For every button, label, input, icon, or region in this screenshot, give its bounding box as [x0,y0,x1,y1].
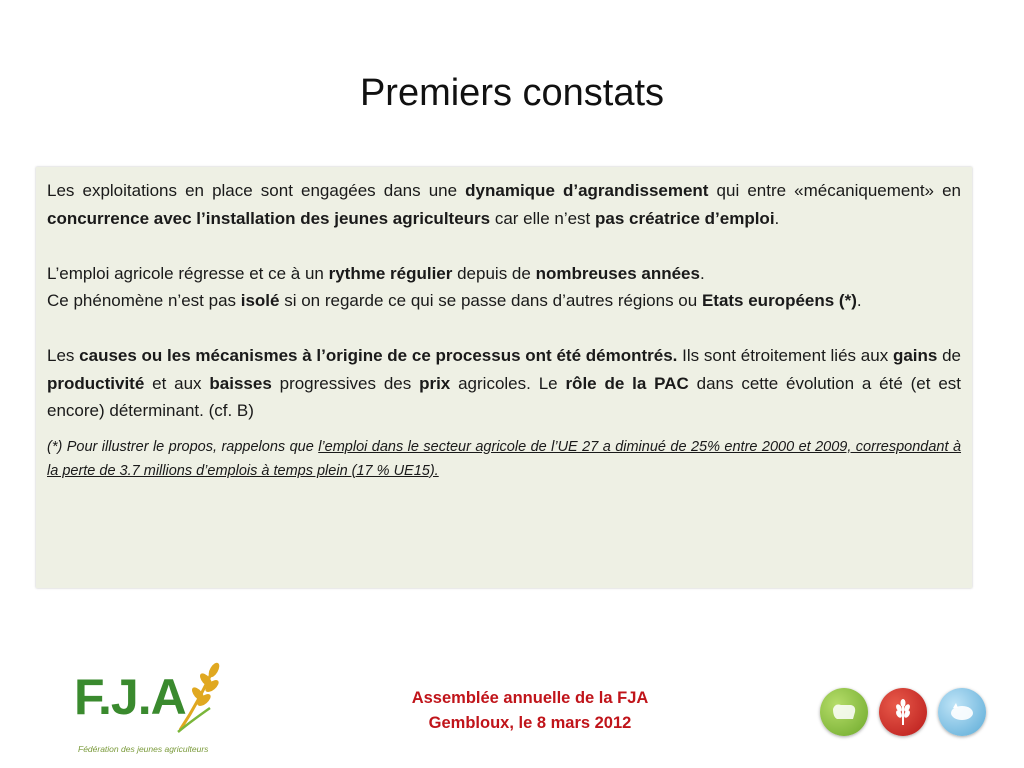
bold-text-run: dynamique d’agrandissement [465,181,709,200]
text-run: qui entre «mécaniquement» en [708,181,962,200]
bold-text-run: productivité [47,373,145,393]
paragraph-3 [47,287,961,315]
text-run: si on regarde ce qui se passe dans d’autres régions ou [279,291,702,310]
text-run: . [774,208,780,228]
fja-logo [70,660,230,760]
wheat-icon [170,660,230,740]
blue-pig-circle-icon [938,688,986,736]
text-run: progressives des [271,373,420,393]
text-run: Les exploitations en place sont engagées dans une [47,181,466,200]
paragraph-2 [47,260,961,288]
text-run: . [699,263,705,283]
bold-text-run: Etats européens (*) [701,291,857,310]
text-run: dans cette évolution a été (et est encore) déterminant. (cf. B) [47,373,961,420]
footnote-prefix: (*) Pour illustrer le propos, rappelons que [47,438,319,455]
text-run: Ce phénomène n’est pas [47,291,241,310]
text-run: Ils sont étroitement liés aux [677,346,893,365]
footer-line-1: Assemblée annuelle de la FJA [411,689,649,707]
footer-event [340,686,720,736]
text-run: car elle n’est [490,208,596,228]
bold-text-run: baisses [209,373,272,393]
red-wheat-circle-icon [879,688,927,736]
content-box [36,167,972,588]
bold-text-run: rythme régulier [328,263,453,283]
text-run: depuis de [452,263,536,283]
text-run: agricoles. Le [450,373,566,393]
slide-title: Premiers constats [359,72,665,114]
bold-text-run: prix [419,373,451,393]
bold-text-run: rôle de la PAC [565,373,689,393]
footer-line-2: Gembloux, le 8 mars 2012 [428,714,632,732]
text-run: et aux [144,373,210,393]
text-run: . [856,291,862,310]
text-run: de [937,346,961,365]
fja-logo-subtitle: Fédération des jeunes agriculteurs [78,744,209,754]
fja-logo-text: F.J.A [74,669,186,725]
bold-text-run: pas créatrice d’emploi [595,208,775,228]
bold-text-run: nombreuses années [535,263,700,283]
footnote [47,435,961,483]
green-cow-circle-icon [820,688,868,736]
paragraph-1 [47,177,961,232]
footnote-underlined: l’emploi dans le secteur agricole de l’UE 27 a diminué de 25% entre 2000 et 2009, correspondant à la perte de 3.7 millions d’emplois à temps plein (17 % UE15). [47,438,962,479]
bold-text-run: gains [892,346,938,365]
paragraph-4 [47,342,961,425]
text-run: Les [47,346,80,365]
bold-text-run: isolé [240,291,280,310]
bold-text-run: causes ou les mécanismes à l’origine de ce processus ont été démontrés. [79,346,678,365]
text-run: L’emploi agricole régresse et ce à un [47,263,329,283]
bold-text-run: concurrence avec l’installation des jeunes agriculteurs [47,208,491,228]
